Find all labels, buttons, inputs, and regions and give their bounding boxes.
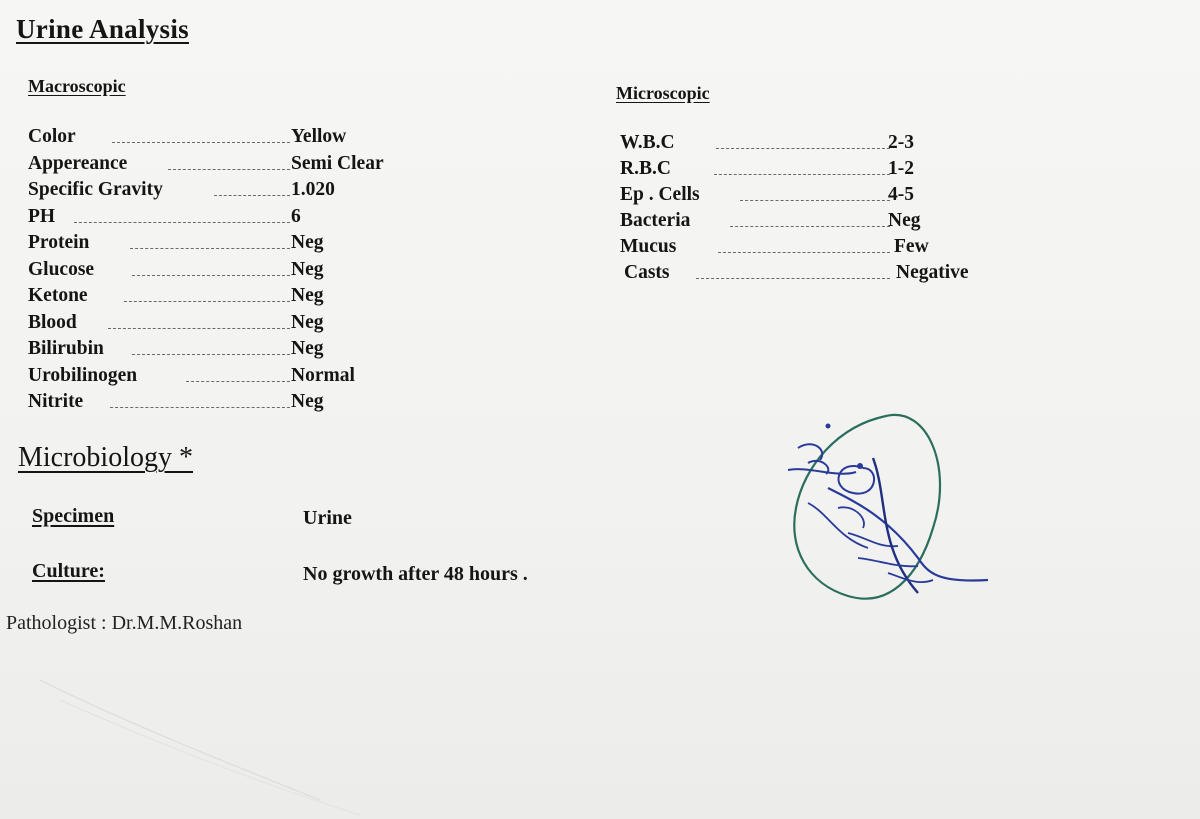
dotted-leader: [132, 328, 290, 355]
signature-stamp: [768, 408, 998, 608]
test-label: Glucose: [28, 258, 95, 280]
test-label: Mucus: [620, 236, 677, 257]
test-value: Neg: [291, 232, 324, 253]
dotted-leader: [696, 252, 890, 279]
dotted-leader: [74, 196, 290, 223]
test-label: Appereance: [28, 152, 128, 174]
test-label: PH: [28, 205, 56, 227]
test-label: Casts: [624, 262, 670, 283]
test-value: Few: [894, 236, 929, 257]
test-value: 1-2: [888, 158, 914, 179]
test-value: Neg: [888, 210, 921, 231]
test-label: Nitrite: [28, 391, 84, 412]
paper-texture: [0, 640, 600, 819]
test-label: Bilirubin: [28, 338, 104, 359]
test-row: [28, 389, 428, 416]
dotted-leader: [716, 122, 890, 149]
report-title: Urine Analysis: [16, 14, 189, 44]
test-value: Neg: [291, 311, 324, 333]
dotted-leader: [714, 148, 890, 175]
test-value: Semi Clear: [291, 152, 384, 174]
macroscopic-heading: Macroscopic: [28, 76, 126, 96]
test-value: 1.020: [291, 179, 335, 200]
test-value: Neg: [291, 391, 324, 412]
specimen-value: Urine: [303, 507, 352, 529]
test-label: Ketone: [28, 285, 88, 306]
test-label: Protein: [28, 232, 90, 253]
culture-value: No growth after 48 hours .: [303, 563, 528, 585]
dotted-leader: [730, 200, 890, 227]
dotted-leader: [718, 226, 890, 253]
test-label: R.B.C: [620, 158, 671, 179]
test-value: Negative: [896, 262, 969, 283]
dotted-leader: [110, 381, 290, 408]
dotted-leader: [108, 302, 290, 329]
microscopic-table: [620, 130, 1020, 286]
test-value: Normal: [291, 364, 355, 386]
microbiology-title: Microbiology *: [18, 442, 193, 473]
pathologist-name: Pathologist : Dr.M.M.Roshan: [6, 612, 243, 634]
dotted-leader: [168, 143, 290, 170]
microscopic-heading: Microscopic: [616, 83, 710, 103]
test-label: Color: [28, 126, 76, 147]
dotted-leader: [186, 355, 290, 382]
test-value: 4-5: [888, 184, 914, 205]
dotted-leader: [740, 174, 890, 201]
test-label: Specific Gravity: [28, 179, 163, 200]
dotted-leader: [132, 249, 290, 276]
test-label: W.B.C: [620, 132, 675, 153]
test-label: Ep . Cells: [620, 184, 700, 205]
dotted-leader: [214, 169, 290, 196]
test-label: Blood: [28, 311, 77, 333]
test-value: Neg: [291, 285, 324, 306]
dotted-leader: [112, 116, 290, 143]
test-value: 2-3: [888, 132, 914, 153]
test-value: 6: [291, 205, 301, 227]
macroscopic-table: [28, 124, 428, 416]
test-row: [620, 260, 1020, 286]
test-label: Bacteria: [620, 210, 691, 231]
test-value: Neg: [291, 258, 324, 280]
test-label: Urobilinogen: [28, 364, 138, 386]
test-value: Yellow: [291, 126, 347, 147]
test-value: Neg: [291, 338, 324, 359]
dotted-leader: [124, 275, 290, 302]
culture-label: Culture:: [32, 560, 105, 582]
specimen-label: Specimen: [32, 505, 115, 527]
dotted-leader: [130, 222, 290, 249]
